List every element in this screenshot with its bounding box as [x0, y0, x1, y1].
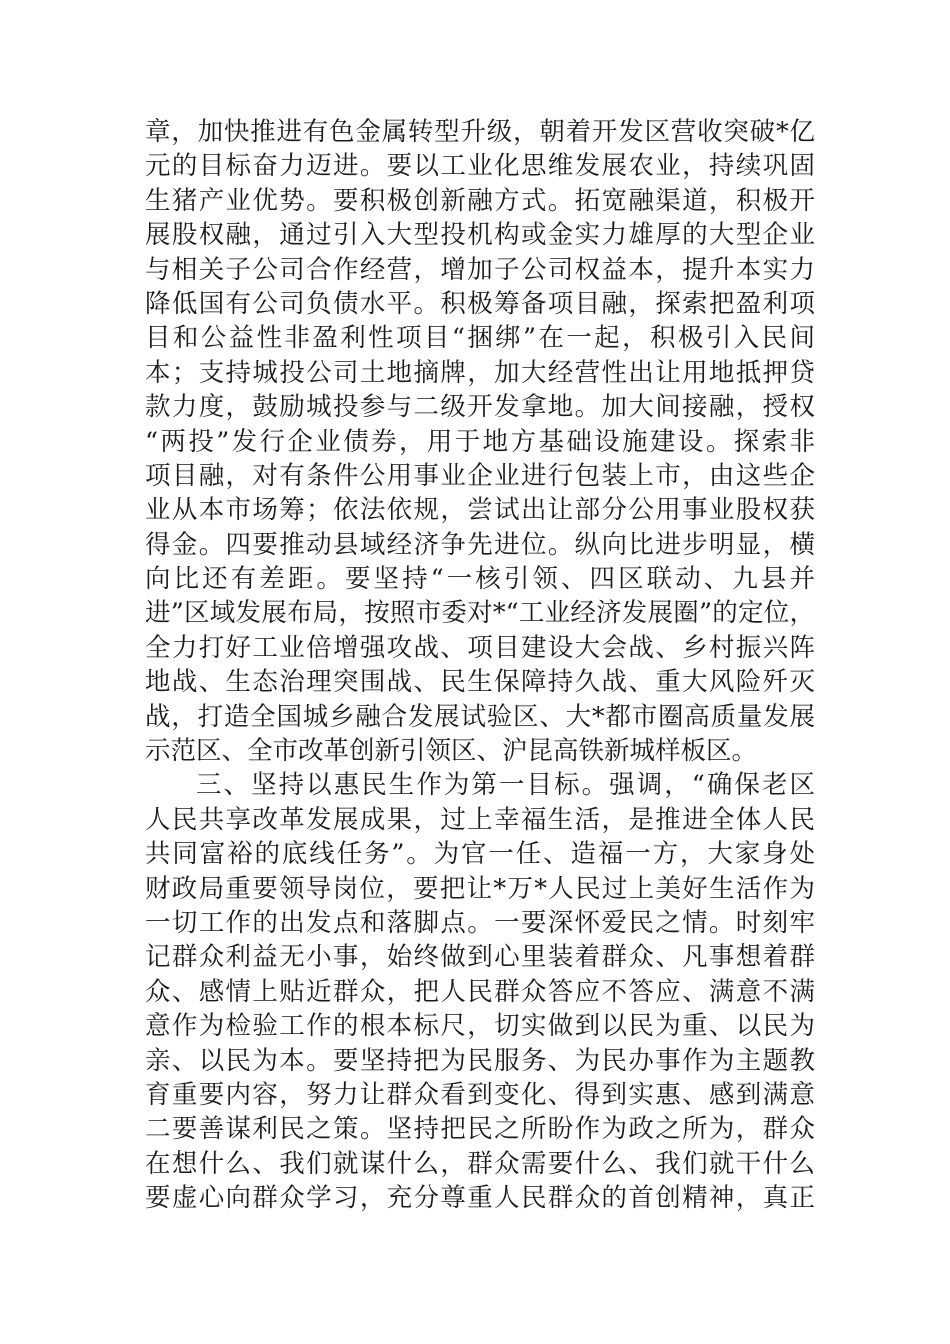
text-line-32: 要虚心向群众学习，充分尊重人民群众的首创精神，真正: [145, 1183, 815, 1214]
text-line-4: 展股权融，通过引入大型投机构或金实力雄厚的大型企业: [145, 220, 815, 251]
text-line-30: 二要善谋利民之策。坚持把民之所盼作为政之所为，群众: [145, 1114, 815, 1145]
text-line-9: 款力度，鼓励城投参与二级开发拿地。加大间接融，授权: [145, 392, 815, 423]
text-line-29: 育重要内容，努力让群众看到变化、得到实惠、感到满意: [145, 1079, 815, 1110]
text-line-23: 财政局重要领导岗位，要把让*万*人民过上美好生活作为: [145, 873, 815, 904]
text-line-26: 众、感情上贴近群众，把人民群众答应不答应、满意不满: [145, 976, 815, 1007]
text-line-3: 生猪产业优势。要积极创新融方式。拓宽融渠道，积极开: [145, 185, 815, 216]
text-line-6: 降低国有公司负债水平。积极筹备项目融，探索把盈利项: [145, 288, 815, 319]
text-line-17: 地战、生态治理突围战、民生保障持久战、重大风险歼灭: [145, 667, 815, 698]
text-line-28: 亲、以民为本。要坚持把为民服务、为民办事作为主题教: [145, 1045, 815, 1076]
text-line-8: 本；支持城投公司土地摘牌，加大经营性出让用地抵押贷: [145, 357, 815, 388]
text-line-22: 共同富裕的底线任务”。为官一任、造福一方，大家身处: [145, 839, 815, 870]
text-line-11: 项目融，对有条件公用事业企业进行包装上市，由这些企: [145, 460, 815, 491]
text-line-10: “两投”发行企业债券，用于地方基础设施建设。探索非: [145, 426, 815, 457]
text-line-21: 人民共享改革发展成果，过上幸福生活，是推进全体人民: [145, 804, 815, 835]
text-line-2: 元的目标奋力迈进。要以工业化思维发展农业，持续巩固: [145, 151, 815, 182]
text-line-31: 在想什么、我们就谋什么，群众需要什么、我们就干什么: [145, 1148, 815, 1179]
text-line-14: 向比还有差距。要坚持“一核引领、四区联动、九县并: [145, 564, 815, 595]
text-line-1: 章，加快推进有色金属转型升级，朝着开发区营收突破*亿: [145, 117, 815, 147]
body-text: [145, 115, 815, 1216]
text-line-25: 记群众利益无小事，始终做到心里装着群众、凡事想着群: [145, 942, 815, 973]
text-line-5: 与相关子公司合作经营，增加子公司权益本，提升本实力: [145, 254, 815, 285]
text-line-13: 得金。四要推动县域经济争先进位。纵向比进步明显，横: [145, 529, 815, 560]
text-line-16: 全力打好工业倍增强攻战、项目建设大会战、乡村振兴阵: [145, 632, 815, 663]
text-line-18: 战，打造全国城乡融合发展试验区、大*都市圈高质量发展: [145, 701, 815, 732]
text-line-19: 示范区、全市改革创新引领区、沪昆高铁新城样板区。: [145, 736, 758, 767]
section-heading-line: 三、坚持以惠民生作为第一目标。强调，“确保老区: [196, 770, 815, 801]
text-line-27: 意作为检验工作的根本标尺，切实做到以民为重、以民为: [145, 1011, 815, 1042]
text-line-7: 目和公益性非盈利性项目“捆绑”在一起，积极引入民间: [145, 323, 815, 354]
text-line-12: 业从本市场筹；依法依规，尝试出让部分公用事业股权获: [145, 495, 815, 526]
text-line-15: 进”区域发展布局，按照市委对*“工业经济发展圈”的定位，: [145, 598, 815, 629]
text-line-24: 一切工作的出发点和落脚点。一要深怀爱民之情。时刻牢: [145, 907, 815, 938]
